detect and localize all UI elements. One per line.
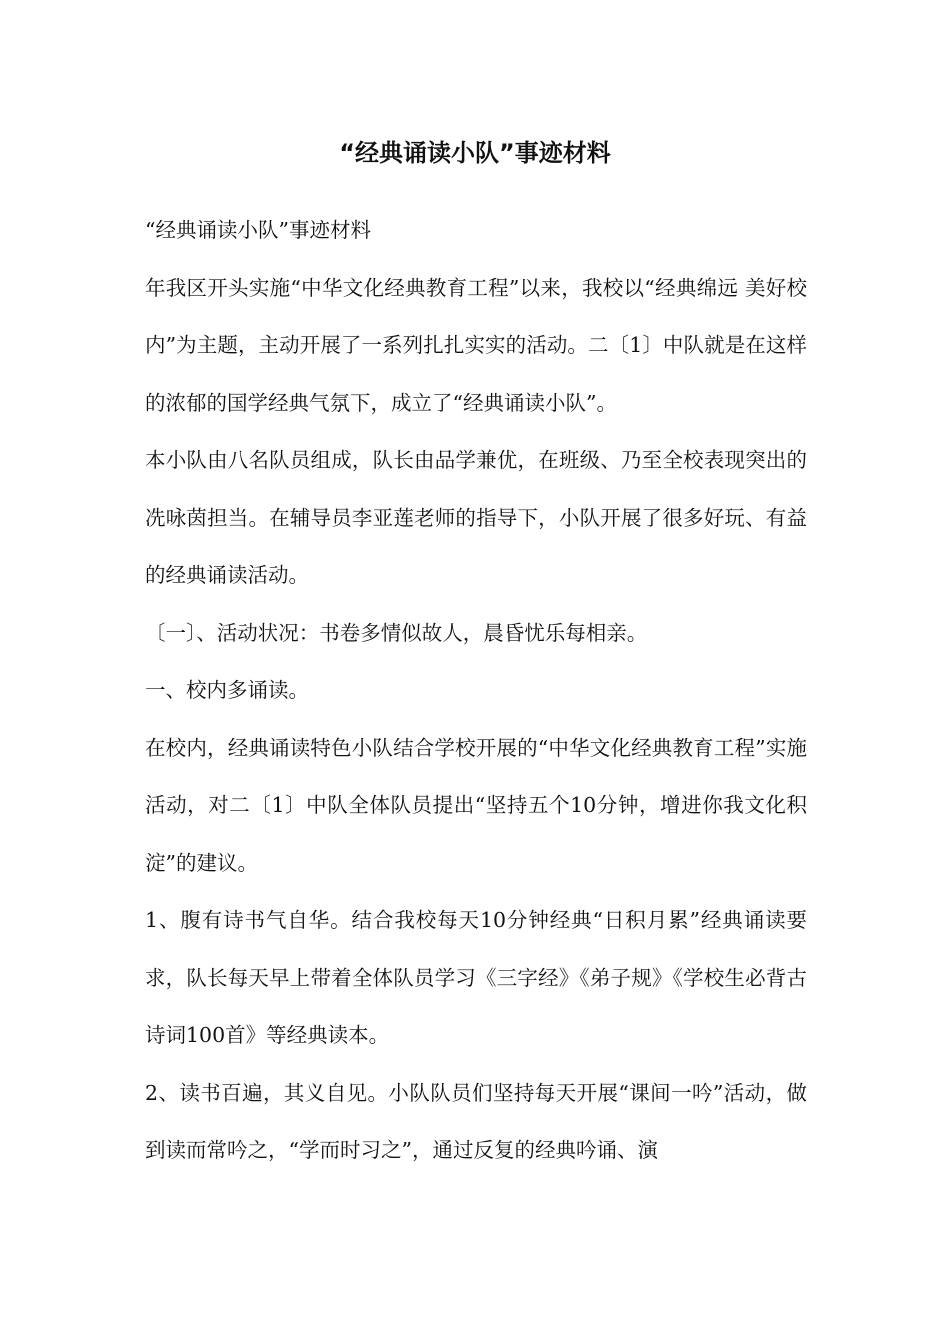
section-heading-activities: 〔一〕、活动状况：书卷多情似故人，晨昏忧乐每相亲。 (145, 620, 648, 645)
document-title: “经典诵读小队”事迹材料 (339, 139, 611, 167)
paragraph-item-1: 1、腹有诗书气自华。结合我校每天10分钟经典“日积月累”经典诵读要求，队长每天早上带着全体队员学习《三字经》《弟子规》《学校生必背古诗词100首》等经典读本。 (145, 908, 807, 1047)
paragraph-intro: 年我区开头实施“中华文化经典教育工程”以来，我校以“经典绵远 美好校内”为主题，主动开展了一系列扎扎实实的活动。二〔1〕中队就是在这样的浓郁的国学经典气氛下，成立了“经典诵读小队”。 (145, 275, 807, 415)
paragraph-members: 本小队由八名队员组成，队长由品学兼优，在班级、乃至全校表现突出的冼咏茵担当。在辅导员李亚莲老师的指导下，小队开展了很多好玩、有益的经典诵读活动。 (145, 448, 807, 587)
paragraph-item-2: 2、读书百遍，其义自见。小队队员们坚持每天开展“课间一吟”活动，做到读而常吟之，“学而时习之”，通过反复的经典吟诵、演 (145, 1080, 807, 1162)
paragraph-school-activities: 在校内，经典诵读特色小队结合学校开展的“中华文化经典教育工程”实施活动，对二〔1〕中队全体队员提出“坚持五个10分钟，增进你我文化积淀”的建议。 (145, 735, 807, 875)
document-body (145, 202, 807, 1180)
subsection-heading-school: 一、校内多诵读。 (145, 678, 309, 702)
paragraph-subtitle: “经典诵读小队”事迹材料 (145, 218, 371, 242)
